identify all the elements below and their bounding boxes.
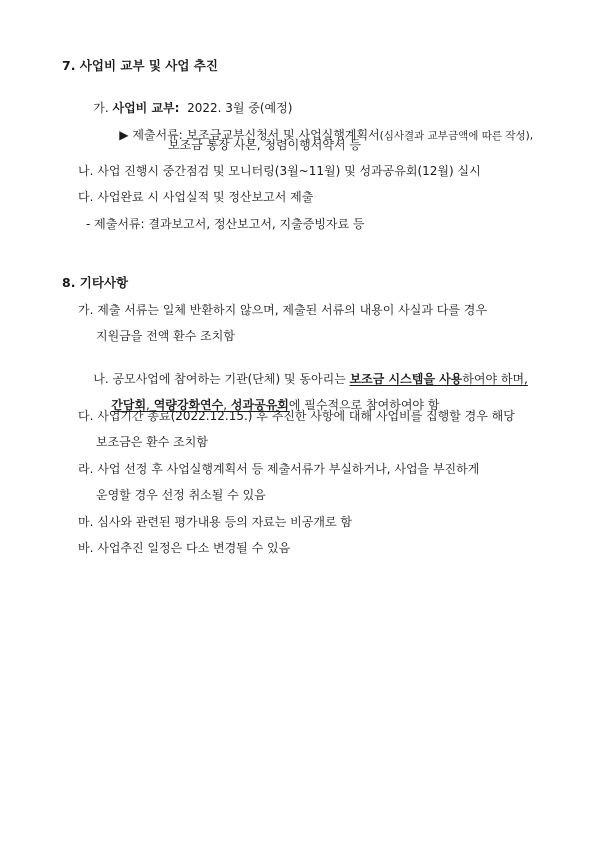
item-ga-label: 사업비 교부:: [112, 101, 180, 115]
section-8-da-line-1: 다. 사업기간 종료(2022.12.15.) 후 추진한 사항에 대해 사업비를 집행할 경우 해당: [78, 409, 515, 423]
section-7-item-na: 나. 사업 진행시 중간점검 및 모니터링(3월~11월) 및 성과공유회(12월) 실시: [78, 164, 481, 178]
na-line-1-text: 나. 공모사업에 참여하는 기관(단체) 및 동아리는: [93, 372, 350, 386]
triangle-bullet-icon: ▶: [119, 128, 129, 142]
section-8-ga-line-2: 지원금을 전액 환수 조치함: [96, 329, 235, 343]
submission-docs-text: 제출서류: 보조금교부신청서 및 사업실행계획서: [128, 128, 380, 142]
section-8-ma-line: 마. 심사와 관련된 평가내용 등의 자료는 비공개로 함: [78, 515, 352, 529]
item-ga-prefix: 가.: [93, 101, 113, 115]
na-line-1-emphasis: 보조금 시스템을 사용: [349, 372, 463, 386]
na-separator-2: ,: [223, 398, 231, 412]
section-8-ba-line: 바. 사업추진 일정은 다소 변경될 수 있음: [78, 541, 291, 555]
item-ga-text: 2022. 3월 중(예정): [179, 101, 293, 115]
section-8-heading: 8. 기타사항: [62, 275, 129, 290]
na-line-2-tail: 에 필수적으로 참여하여야 함: [288, 398, 440, 412]
na-line-1-tail: 하여야 하며,: [462, 372, 528, 386]
section-8-ra-line-1: 라. 사업 선정 후 사업실행계획서 등 제출서류가 부실하거나, 사업을 부진하게: [78, 462, 480, 476]
na-meeting: 간담회: [111, 398, 147, 412]
section-8-ga-line-1: 가. 제출 서류는 일체 반환하지 않으며, 제출된 서류의 내용이 사실과 다를 경우: [78, 303, 487, 317]
na-separator-1: ,: [146, 398, 154, 412]
section-8-da-line-2: 보조금은 환수 조치함: [96, 435, 208, 449]
section-7-item-da-sub: - 제출서류: 결과보고서, 정산보고서, 지출증빙자료 등: [86, 217, 365, 231]
submission-docs-note: (심사결과 교부금액에 따른 작성),: [379, 130, 534, 142]
section-8-ra-line-2: 운영할 경우 선정 취소될 수 있음: [96, 488, 266, 502]
section-7-heading: 7. 사업비 교부 및 사업 추진: [62, 58, 218, 73]
submission-docs-line-2: 보조금 통장 사본, 청렴이행서약서 등: [168, 138, 361, 152]
na-sharing-event: 성과공유회: [230, 398, 289, 412]
na-training: 역량강화연수: [153, 398, 224, 412]
section-7-item-da: 다. 사업완료 시 사업실적 및 정산보고서 제출: [78, 190, 314, 204]
